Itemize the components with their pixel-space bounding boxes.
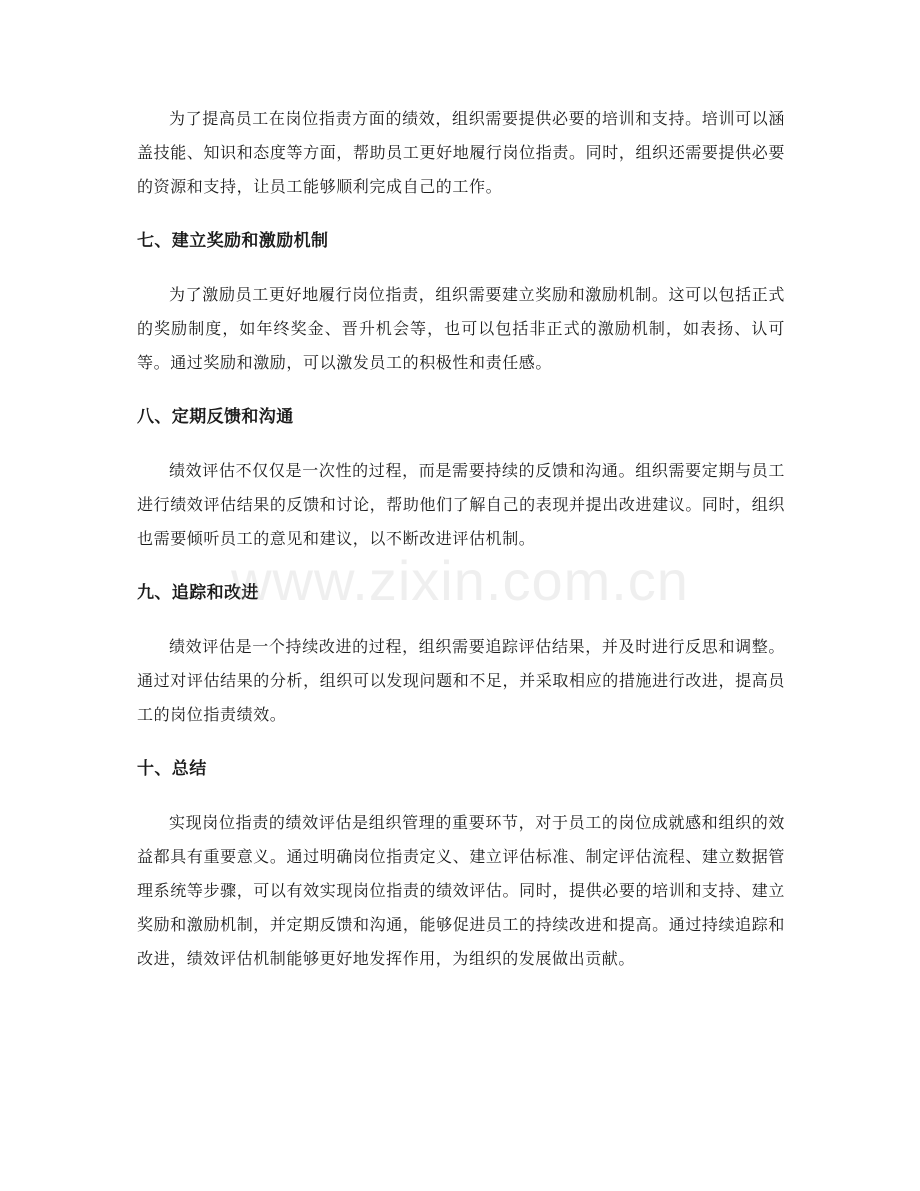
paragraph-summary: 实现岗位指责的绩效评估是组织管理的重要环节，对于员工的岗位成就感和组织的效益都具有重要意义。通过明确岗位指责定义、建立评估标准、制定评估流程、建立数据管理系统等步骤，可以有效实现岗位指责的绩效评估。同时，提供必要的培训和支持、建立奖励和激励机制，并定期反馈和沟通，能够促进员工的持续改进和提高。通过持续追踪和改进，绩效评估机制能够更好地发挥作用，为组织的发展做出贡献。	[137, 813, 785, 968]
heading-summary: 十、总结	[137, 759, 207, 779]
heading-reward-incentive: 七、建立奖励和激励机制	[137, 231, 329, 251]
paragraph-training-support: 为了提高员工在岗位指责方面的绩效，组织需要提供必要的培训和支持。培训可以涵盖技能、知识和态度等方面，帮助员工更好地履行岗位指责。同时，组织还需要提供必要的资源和支持，让员工能够顺利完成自己的工作。	[137, 109, 785, 196]
paragraph-reward-incentive: 为了激励员工更好地履行岗位指责，组织需要建立奖励和激励机制。这可以包括正式的奖励制度，如年终奖金、晋升机会等，也可以包括非正式的激励机制，如表扬、认可等。通过奖励和激励，可以激发员工的积极性和责任感。	[137, 285, 785, 372]
paragraph-feedback-communication: 绩效评估不仅仅是一次性的过程，而是需要持续的反馈和沟通。组织需要定期与员工进行绩效评估结果的反馈和讨论，帮助他们了解自己的表现并提出改进建议。同时，组织也需要倾听员工的意见和建议，以不断改进评估机制。	[137, 461, 785, 548]
paragraph-tracking-improvement: 绩效评估是一个持续改进的过程，组织需要追踪评估结果，并及时进行反思和调整。通过对评估结果的分析，组织可以发现问题和不足，并采取相应的措施进行改进，提高员工的岗位指责绩效。	[137, 637, 785, 724]
watermark-text: www.zixin.com.cn	[231, 549, 689, 612]
heading-tracking-improvement: 九、追踪和改进	[137, 583, 259, 603]
heading-feedback-communication: 八、定期反馈和沟通	[137, 407, 294, 427]
document-body	[137, 102, 785, 976]
